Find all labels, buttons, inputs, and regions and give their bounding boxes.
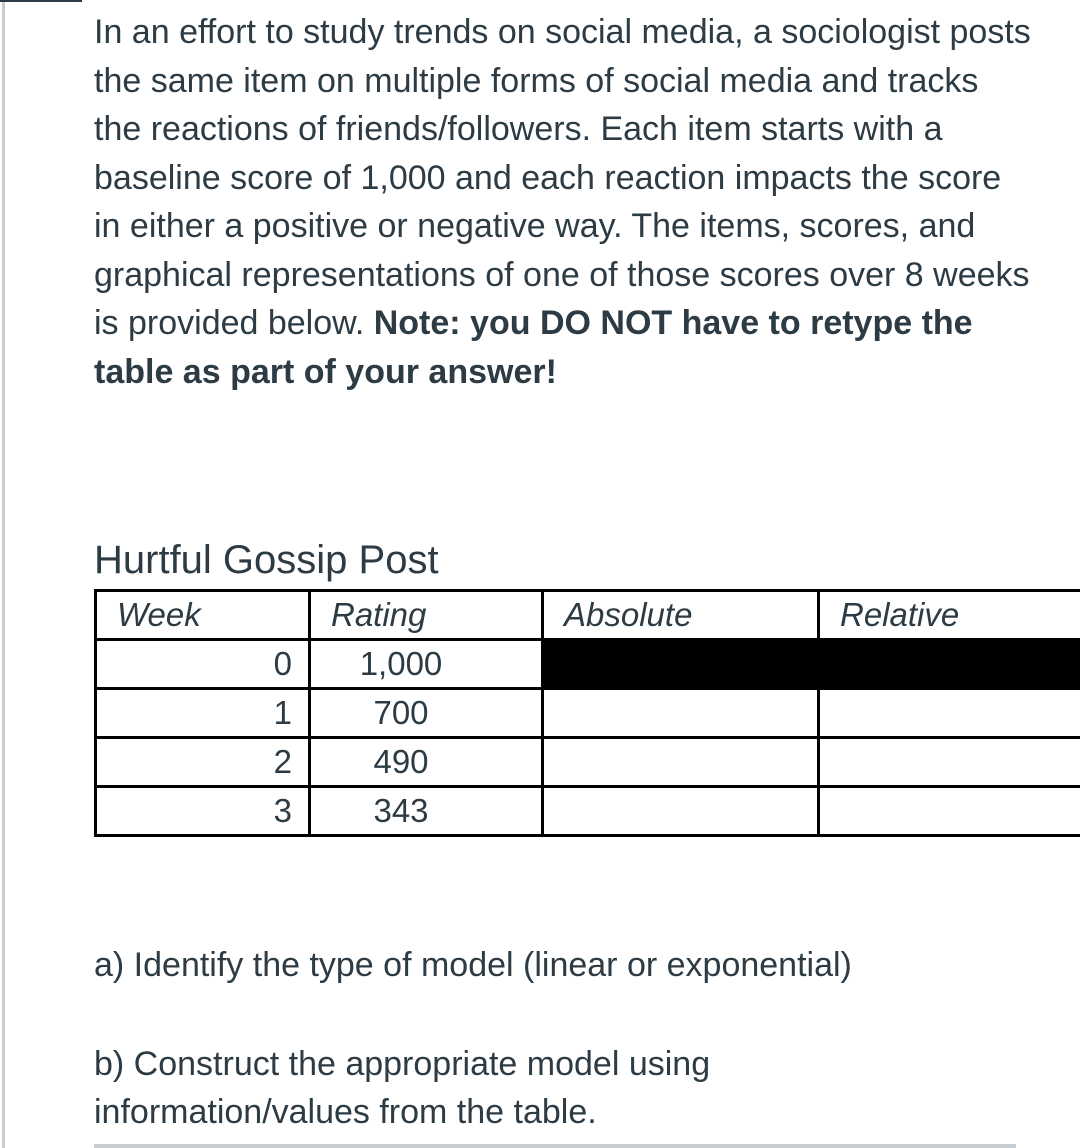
- rating-cell: 343: [310, 787, 543, 836]
- rating-cell: 490: [310, 738, 543, 787]
- rating-cell: 700: [310, 689, 543, 738]
- top-divider: [0, 0, 82, 2]
- week-cell: 0: [96, 640, 310, 689]
- week-cell: 1: [96, 689, 310, 738]
- relative-cell: [819, 689, 1080, 738]
- rating-cell: 1,000: [310, 640, 543, 689]
- absolute-cell: [543, 689, 819, 738]
- score-table: [94, 589, 1080, 837]
- header-relative: Relative: [819, 591, 1080, 640]
- absolute-cell: [543, 738, 819, 787]
- intro-text: In an effort to study trends on social media, a sociologist posts the same item on multiple forms of social media and tracks the reactions of friends/followers. Each item starts with a baseline score of 1,000 and each reaction impacts the score in either a positive or negative way. The items, scores, and graphical representations of one of those scores over 8 weeks is provided below.: [94, 13, 1031, 342]
- relative-cell-blacked: [819, 640, 1080, 689]
- left-border: [2, 0, 5, 1148]
- header-week: Week: [96, 591, 310, 640]
- header-rating: Rating: [310, 591, 543, 640]
- bottom-divider: [94, 1144, 1016, 1148]
- question-a: a) Identify the type of model (linear or exponential): [94, 946, 852, 984]
- intro-paragraph: [94, 8, 1034, 396]
- intro-note: Note: you DO NOT have to retype the table as part of your answer!: [94, 304, 973, 391]
- table-row: [96, 787, 1080, 836]
- week-cell: 2: [96, 738, 310, 787]
- question-b: b) Construct the appropriate model using information/values from the table.: [94, 1045, 711, 1131]
- week-cell: 3: [96, 787, 310, 836]
- table-header-row: [96, 591, 1080, 640]
- table-row: [96, 689, 1080, 738]
- table-title: Hurtful Gossip Post: [94, 538, 439, 582]
- relative-cell: [819, 787, 1080, 836]
- table-row: [96, 640, 1080, 689]
- relative-cell: [819, 738, 1080, 787]
- absolute-cell: [543, 787, 819, 836]
- header-absolute: Absolute: [543, 591, 819, 640]
- table-row: [96, 738, 1080, 787]
- absolute-cell-blacked: [543, 640, 819, 689]
